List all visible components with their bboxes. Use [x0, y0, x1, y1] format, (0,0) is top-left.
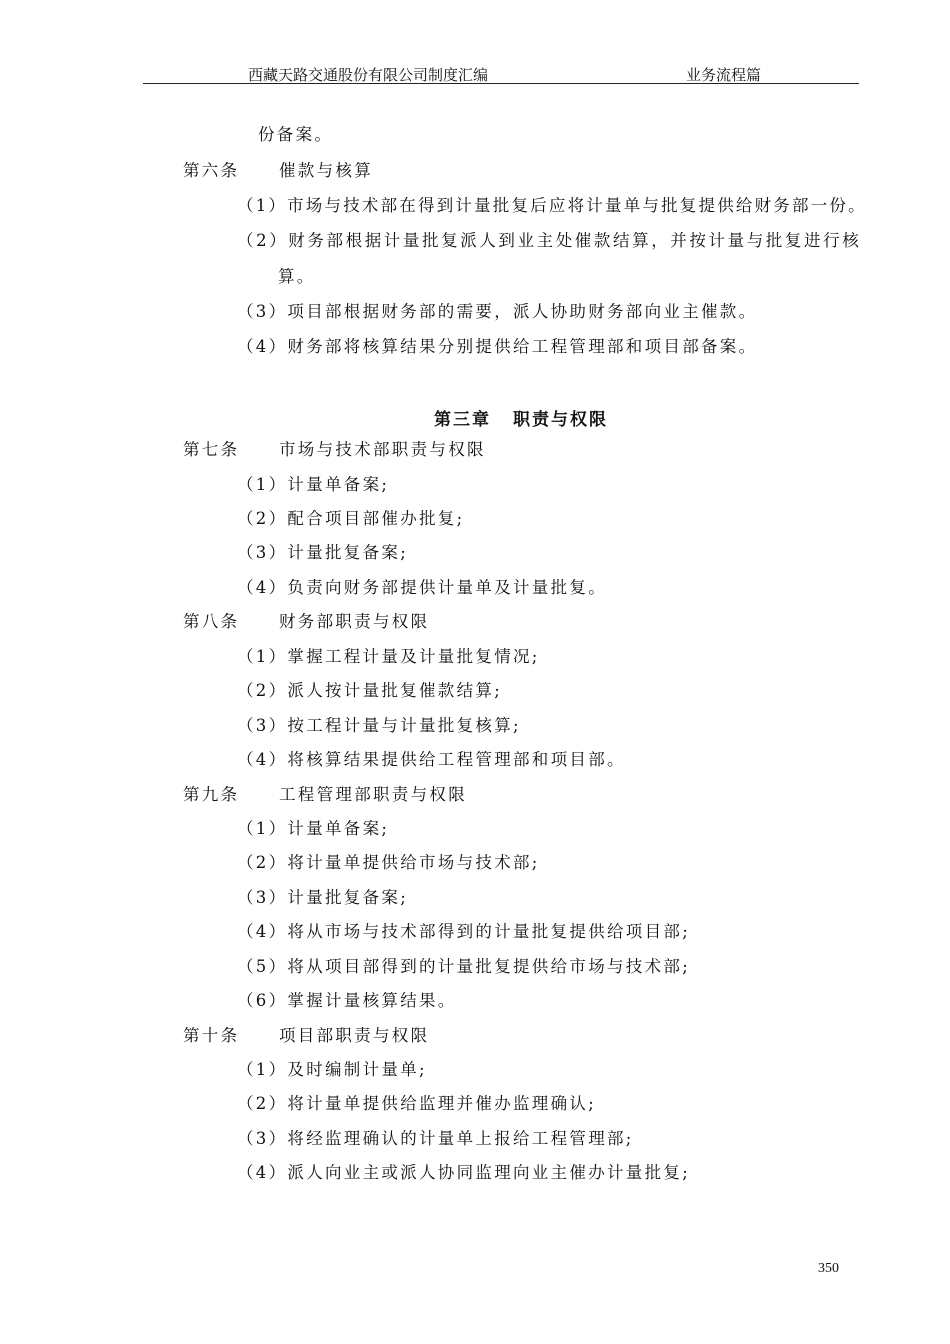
article-heading: [183, 612, 429, 632]
list-item: （4）将从市场与技术部得到的计量批复提供给项目部;: [237, 922, 691, 941]
list-item: （4）派人向业主或派人协同监理向业主催办计量批复;: [237, 1163, 691, 1182]
article-heading: [183, 161, 373, 181]
list-item: （3）项目部根据财务部的需要，派人协助财务部向业主催款。: [237, 302, 758, 321]
header-divider: [143, 83, 859, 84]
article-title: 项目部职责与权限: [279, 1026, 430, 1045]
list-item: 算。: [278, 267, 316, 286]
list-item: （2）将计量单提供给市场与技术部;: [237, 853, 540, 872]
article-title: 财务部职责与权限: [279, 612, 430, 631]
header-section-title: 业务流程篇: [686, 68, 762, 84]
list-item: （1）掌握工程计量及计量批复情况;: [237, 647, 540, 666]
article-number: 第六条: [183, 161, 240, 180]
list-item: （3）按工程计量与计量批复核算;: [237, 716, 521, 735]
list-item: （1）计量单备案;: [237, 475, 390, 494]
continuation-text: 份备案。: [258, 125, 334, 144]
article-title: 市场与技术部职责与权限: [279, 440, 486, 459]
list-item: （1）计量单备案;: [237, 819, 390, 838]
article-title: 催款与核算: [279, 161, 373, 180]
article-number: 第九条: [183, 785, 240, 804]
article-heading: [183, 1026, 429, 1046]
list-item: （2）将计量单提供给监理并催办监理确认;: [237, 1094, 597, 1113]
header-company-title: 西藏天路交通股份有限公司制度汇编: [248, 68, 489, 84]
page-number: 350: [818, 1261, 839, 1276]
list-item: （1）市场与技术部在得到计量批复后应将计量单与批复提供给财务部一份。: [237, 196, 867, 215]
chapter-title: 职责与权限: [513, 410, 608, 430]
chapter-number: 第三章: [434, 410, 491, 430]
list-item: （4）财务部将核算结果分别提供给工程管理部和项目部备案。: [237, 337, 758, 356]
list-item: （5）将从项目部得到的计量批复提供给市场与技术部;: [237, 957, 691, 976]
list-item: （4）将核算结果提供给工程管理部和项目部。: [237, 750, 626, 769]
chapter-heading: [0, 405, 950, 430]
article-heading: [183, 785, 467, 805]
article-number: 第八条: [183, 612, 240, 631]
list-item: （2）配合项目部催办批复;: [237, 509, 465, 528]
list-item: （2）财务部根据计量批复派人到业主处催款结算，并按计量与批复进行核: [237, 231, 862, 250]
article-heading: [183, 440, 486, 460]
list-item: （1）及时编制计量单;: [237, 1060, 427, 1079]
list-item: （4）负责向财务部提供计量单及计量批复。: [237, 578, 607, 597]
list-item: （3）计量批复备案;: [237, 888, 409, 907]
article-number: 第十条: [183, 1026, 240, 1045]
article-number: 第七条: [183, 440, 240, 459]
list-item: （3）计量批复备案;: [237, 543, 409, 562]
list-item: （6）掌握计量核算结果。: [237, 991, 457, 1010]
list-item: （3）将经监理确认的计量单上报给工程管理部;: [237, 1129, 634, 1148]
list-item: （2）派人按计量批复催款结算;: [237, 681, 503, 700]
article-title: 工程管理部职责与权限: [279, 785, 467, 804]
